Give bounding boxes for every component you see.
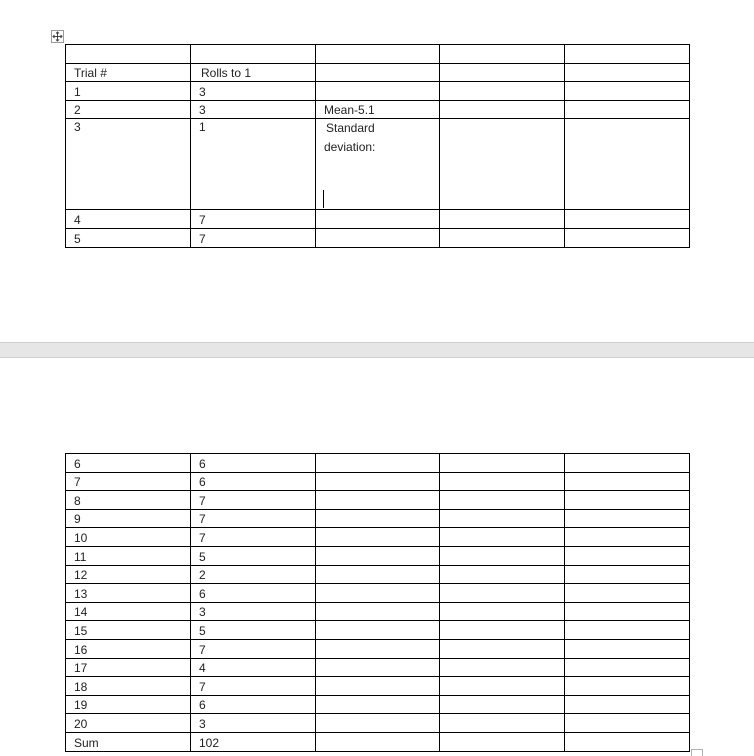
page-break-gap (0, 342, 754, 358)
table-cell[interactable] (440, 45, 565, 64)
std-dev-label-line2: deviation: (324, 139, 376, 154)
table-cell[interactable] (565, 695, 690, 714)
table-cell[interactable] (440, 528, 565, 547)
cell-trial[interactable]: 9 (66, 509, 191, 528)
table-row (66, 695, 690, 714)
data-table-page-1[interactable] (65, 44, 690, 248)
table-cell[interactable] (316, 621, 440, 640)
cell-rolls[interactable]: 3 (191, 602, 316, 621)
table-cell[interactable] (565, 100, 690, 119)
cell-rolls[interactable]: 102 (191, 732, 316, 751)
table-row (66, 100, 690, 119)
cell-trial[interactable]: 15 (66, 621, 191, 640)
cell-rolls[interactable]: 3 (191, 82, 316, 101)
table-cell[interactable] (565, 491, 690, 510)
table-cell[interactable] (440, 228, 565, 247)
cell-rolls[interactable]: 4 (191, 658, 316, 677)
table-cell[interactable] (316, 546, 440, 565)
table-cell[interactable] (565, 509, 690, 528)
cell-trial[interactable]: 17 (66, 658, 191, 677)
table-cell[interactable] (440, 732, 565, 751)
cell-trial[interactable]: 20 (66, 714, 191, 733)
cell-trial[interactable]: Sum (66, 732, 191, 751)
cell-trial[interactable]: 5 (66, 228, 191, 247)
table-cell[interactable] (316, 82, 440, 101)
table-cell[interactable] (316, 210, 440, 229)
table-cell[interactable] (565, 472, 690, 491)
cell-rolls[interactable]: 7 (191, 228, 316, 247)
table-cell[interactable] (316, 639, 440, 658)
cell-trial[interactable]: 2 (66, 100, 191, 119)
cell-trial[interactable]: 14 (66, 602, 191, 621)
cell-trial[interactable]: 12 (66, 565, 191, 584)
table-cell[interactable] (440, 658, 565, 677)
table-cell[interactable] (565, 658, 690, 677)
table-row (66, 584, 690, 603)
table-cell[interactable] (316, 565, 440, 584)
cell-rolls[interactable]: 6 (191, 695, 316, 714)
table-cell[interactable] (191, 45, 316, 64)
cell-rolls[interactable]: 7 (191, 210, 316, 229)
table-cell[interactable] (316, 602, 440, 621)
table-cell[interactable] (316, 677, 440, 696)
std-dev-label-line1: Standard (326, 121, 375, 136)
table-row (66, 732, 690, 751)
cell-trial[interactable]: 11 (66, 546, 191, 565)
cell-rolls[interactable]: 3 (191, 100, 316, 119)
table-cell[interactable] (440, 621, 565, 640)
table-cell[interactable] (316, 63, 440, 82)
table-cell[interactable] (316, 732, 440, 751)
table-cell[interactable] (440, 82, 565, 101)
cell-rolls[interactable]: 2 (191, 565, 316, 584)
table-cell[interactable] (316, 228, 440, 247)
cell-trial[interactable]: 6 (66, 454, 191, 473)
table-row (66, 491, 690, 510)
table-cell[interactable] (565, 45, 690, 64)
table-cell[interactable] (440, 472, 565, 491)
table-cell[interactable] (440, 639, 565, 658)
table-row (66, 528, 690, 547)
table-cell[interactable] (316, 509, 440, 528)
table-cell[interactable] (316, 695, 440, 714)
table-row (66, 228, 690, 247)
table-cell[interactable] (565, 210, 690, 229)
table-row (66, 565, 690, 584)
table-cell[interactable] (316, 491, 440, 510)
std-dev-note-cell[interactable] (316, 119, 440, 210)
cell-trial[interactable]: 16 (66, 639, 191, 658)
table-row (66, 621, 690, 640)
table-cell[interactable] (440, 714, 565, 733)
table-cell[interactable] (565, 732, 690, 751)
cell-rolls[interactable]: 5 (191, 546, 316, 565)
table-cell[interactable] (316, 528, 440, 547)
table-cell[interactable] (316, 472, 440, 491)
mean-note[interactable]: Mean-5.1 (316, 100, 440, 119)
table-cell[interactable] (440, 602, 565, 621)
table-cell[interactable] (316, 584, 440, 603)
table-cell[interactable] (565, 119, 690, 210)
cell-trial[interactable]: 19 (66, 695, 191, 714)
table-row (66, 546, 690, 565)
table-cell[interactable] (440, 584, 565, 603)
cell-trial[interactable]: 10 (66, 528, 191, 547)
table-row (66, 639, 690, 658)
table-cell[interactable] (565, 602, 690, 621)
cell-rolls[interactable]: 7 (191, 491, 316, 510)
table-cell[interactable] (440, 491, 565, 510)
table-cell[interactable] (440, 565, 565, 584)
table-cell[interactable] (316, 454, 440, 473)
table-cell[interactable] (565, 228, 690, 247)
table-row (66, 658, 690, 677)
data-table-page-2[interactable] (65, 453, 690, 752)
header-rolls[interactable]: Rolls to 1 (191, 63, 316, 82)
table-cell[interactable] (565, 82, 690, 101)
cell-rolls[interactable]: 7 (191, 639, 316, 658)
text-cursor (323, 190, 324, 208)
cell-rolls[interactable]: 1 (191, 119, 316, 210)
table-row (66, 210, 690, 229)
table-cell[interactable] (565, 454, 690, 473)
table-cell[interactable] (316, 658, 440, 677)
table-row (66, 509, 690, 528)
table-row (66, 119, 690, 210)
table-cell[interactable] (565, 528, 690, 547)
cell-trial[interactable]: 4 (66, 210, 191, 229)
table-cell[interactable] (440, 100, 565, 119)
cell-rolls[interactable]: 6 (191, 584, 316, 603)
table-row (66, 472, 690, 491)
table-cell[interactable] (440, 210, 565, 229)
table-cell[interactable] (440, 509, 565, 528)
table-resize-handle-icon[interactable] (691, 749, 703, 756)
table-row (66, 82, 690, 101)
table-cell[interactable] (440, 546, 565, 565)
table-row (66, 677, 690, 696)
cell-trial[interactable]: 7 (66, 472, 191, 491)
cell-rolls[interactable]: 3 (191, 714, 316, 733)
table-row (66, 602, 690, 621)
cell-trial[interactable]: 13 (66, 584, 191, 603)
cell-rolls[interactable]: 7 (191, 509, 316, 528)
table-cell[interactable] (440, 677, 565, 696)
table-cell[interactable] (565, 63, 690, 82)
table-cell[interactable] (565, 714, 690, 733)
cell-rolls[interactable]: 6 (191, 454, 316, 473)
table-cell[interactable] (565, 565, 690, 584)
table-move-handle-icon[interactable] (51, 30, 64, 43)
cell-trial[interactable]: 3 (66, 119, 191, 210)
table-cell[interactable] (66, 45, 191, 64)
cell-trial[interactable]: 1 (66, 82, 191, 101)
cell-rolls[interactable]: 7 (191, 677, 316, 696)
table-cell[interactable] (316, 714, 440, 733)
table-row (66, 454, 690, 473)
cell-rolls[interactable]: 5 (191, 621, 316, 640)
table-cell[interactable] (565, 639, 690, 658)
table-header-row (66, 63, 690, 82)
cell-trial[interactable]: 18 (66, 677, 191, 696)
cell-rolls[interactable]: 7 (191, 528, 316, 547)
table-row (66, 45, 690, 64)
cell-trial[interactable]: 8 (66, 491, 191, 510)
table-cell[interactable] (316, 45, 440, 64)
table-cell[interactable] (440, 119, 565, 210)
table-row (66, 714, 690, 733)
table-cell[interactable] (440, 695, 565, 714)
table-cell[interactable] (440, 63, 565, 82)
table-cell[interactable] (565, 546, 690, 565)
table-cell[interactable] (565, 621, 690, 640)
header-trial[interactable]: Trial # (66, 63, 191, 82)
table-cell[interactable] (565, 584, 690, 603)
cell-rolls[interactable]: 6 (191, 472, 316, 491)
table-cell[interactable] (565, 677, 690, 696)
table-cell[interactable] (440, 454, 565, 473)
